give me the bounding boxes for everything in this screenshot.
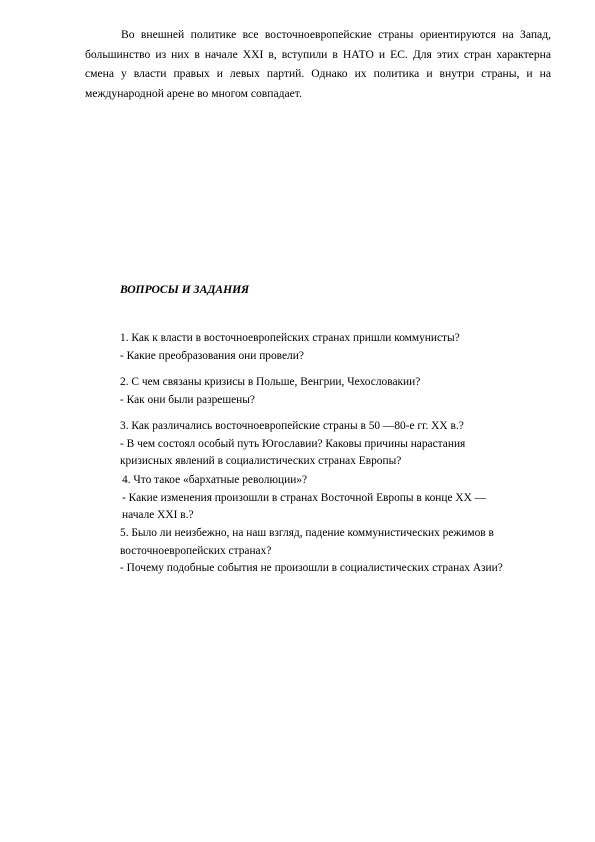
question-4-text: 4. Что такое «бархатные революции»? (122, 474, 308, 486)
section-title: ВОПРОСЫ И ЗАДАНИЯ (120, 283, 250, 296)
question-4-subtask: - Какие изменения произошли в странах Восточной Европы в конце XX — (122, 491, 487, 504)
question-3-text: 3. Как различались восточноевропейские страны в 50 —80-е гг. XX в.? (120, 420, 464, 432)
question-2-text: 2. С чем связаны кризисы в Польше, Венгрии, Чехословакии? (120, 376, 421, 388)
intro-paragraph: Во внешней политике все восточноевропейские страны ориентируются на Запад, большинство из них в начале XXI в, вступили в НАТО и ЕС. Для этих стран характерна смена у власти правых и левых партий. Однако их политика и внутри страны, и на международной арене во многом совпадает. (85, 28, 551, 100)
question-block-4 (122, 472, 562, 525)
question-3-subtask-cont: кризисных явлений в социалистических странах Европы? (120, 455, 402, 468)
question-3-subtask: - В чем состоял особый путь Югославии? Каковы причины нарастания (120, 437, 466, 450)
question-5-subtask: - Почему подобные события не произошли в социалистических странах Азии? (120, 562, 503, 575)
question-block-2 (120, 374, 560, 409)
question-5-text: 5. Было ли неизбежно, на наш взгляд, падение коммунистических режимов в (120, 527, 494, 539)
question-2-subtask: - Как они были разрешены? (120, 393, 255, 406)
question-1-text: 1. Как к власти в восточноевропейских странах пришли коммунисты? (120, 332, 460, 344)
question-block-3 (120, 418, 560, 471)
question-block-1 (120, 330, 560, 365)
question-5-text-cont: восточноевропейских странах? (120, 544, 272, 557)
question-4-subtask-cont: начале XXI в.? (122, 509, 194, 522)
question-1-subtask: - Какие преобразования они провели? (120, 349, 304, 362)
question-block-5 (120, 525, 560, 578)
